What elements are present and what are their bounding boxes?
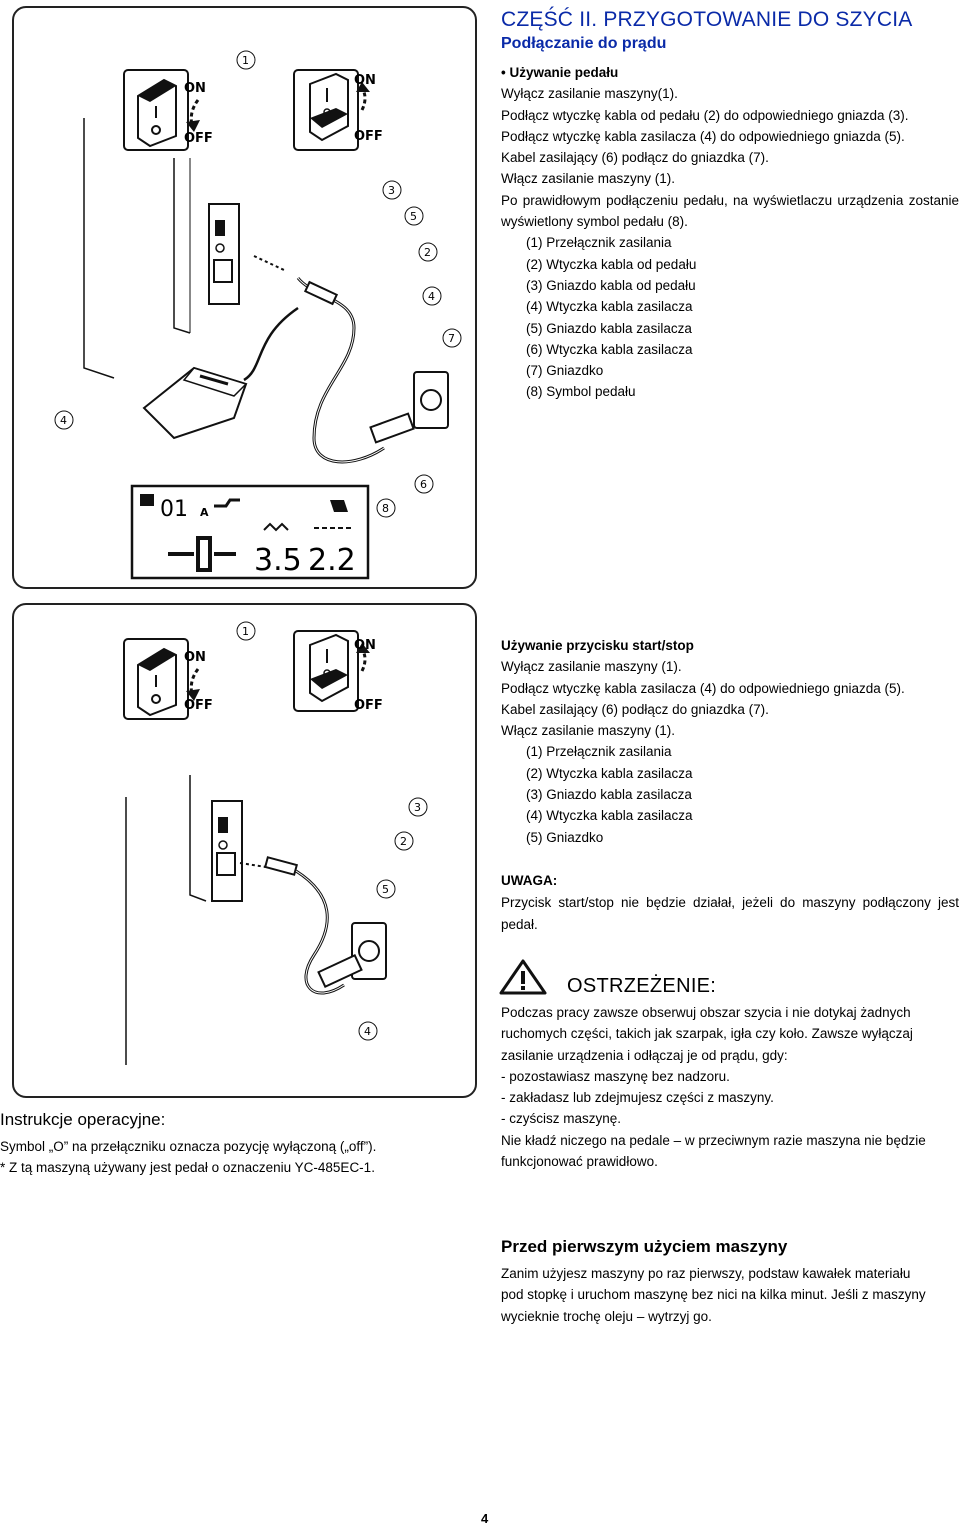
- callout-2: 2: [424, 246, 431, 259]
- switch-on-label-2: ON: [354, 73, 376, 88]
- callout-4b: 4: [60, 414, 67, 427]
- first-use-heading: Przed pierwszym użyciem maszyny: [501, 1237, 788, 1256]
- warning-title: OSTRZEŻENIE:: [567, 975, 717, 997]
- section-title: Podłączanie do prądu: [501, 35, 667, 52]
- startstop-legend-item: (4) Wtyczka kabla zasilacza: [526, 808, 693, 824]
- startstop-instructions: [501, 635, 959, 848]
- switch-off-label: OFF: [184, 131, 213, 146]
- page-number: 4: [481, 1511, 489, 1526]
- switch-off-detail-2: [124, 639, 213, 719]
- startstop-heading: Używanie przycisku start/stop: [501, 638, 694, 653]
- part-title: CZĘŚĆ II. PRZYGOTOWANIE DO SZYCIA: [501, 8, 913, 31]
- pedal-legend-item: (5) Gniazdo kabla zasilacza: [526, 320, 692, 336]
- switch-on-label-4: ON: [354, 638, 376, 653]
- pedal-legend-item: (1) Przełącznik zasilania: [526, 235, 672, 251]
- figure-pedal-connection: [12, 6, 477, 589]
- startstop-legend-item: (3) Gniazdo kabla zasilacza: [526, 787, 692, 803]
- warning-triangle-icon: [498, 958, 548, 996]
- warning-line: funkcjonować prawidłowo.: [501, 1154, 658, 1170]
- pedal-note: Po prawidłowym podłączeniu pedału, na wyświetlaczu urządzenia zostanie wyświetlony symbol pedału (8).: [501, 192, 959, 230]
- first-use-line: pod stopkę i uruchom maszynę bez nici na kilka minut. Jeśli z maszyny: [501, 1287, 926, 1303]
- pedal-step: Wyłącz zasilanie maszyny(1).: [501, 86, 678, 102]
- switch-off-label-4: OFF: [354, 698, 383, 713]
- startstop-step: Włącz zasilanie maszyny (1).: [501, 723, 676, 739]
- pedal-legend-item: (4) Wtyczka kabla zasilacza: [526, 299, 693, 315]
- warning-line: ruchomych części, takich jak szarpak, igła czy koło. Zawsze wyłączaj: [501, 1026, 913, 1042]
- startstop-step: Wyłącz zasilanie maszyny (1).: [501, 659, 682, 675]
- note-text: Przycisk start/stop nie będzie działał, jeżeli do maszyny podłączony jest pedał.: [501, 895, 959, 932]
- callout-8: 8: [382, 502, 389, 515]
- warning-line: Nie kładź niczego na pedale – w przeciwnym razie maszyna nie będzie: [501, 1132, 926, 1148]
- pedal-step: Podłącz wtyczkę kabla od pedału (2) do odpowiedniego gniazda (3).: [501, 107, 909, 123]
- pedal-instructions: [501, 62, 959, 403]
- lcd-letter: A: [200, 506, 209, 519]
- pedal-legend-item: (2) Wtyczka kabla od pedału: [526, 256, 697, 272]
- instructions-line: Symbol „O” na przełączniku oznacza pozycję wyłączoną („off”).: [0, 1139, 377, 1154]
- callout-5b: 5: [382, 883, 389, 896]
- callout-3b: 3: [414, 801, 421, 814]
- callout-5: 5: [410, 210, 417, 223]
- callout-4a: 4: [428, 290, 435, 303]
- first-use-text: [501, 1263, 959, 1327]
- switch-off-label-3: OFF: [184, 698, 213, 713]
- pedal-legend-item: (7) Gniazdko: [526, 363, 604, 379]
- callout-2b: 2: [400, 835, 407, 848]
- switch-on-detail: [294, 70, 383, 150]
- switch-on-detail-2: [294, 631, 383, 713]
- callout-4c: 4: [364, 1025, 371, 1038]
- startstop-note: [501, 870, 959, 935]
- callout-3: 3: [388, 184, 395, 197]
- switch-off-label-2: OFF: [354, 129, 383, 144]
- callout-6: 6: [420, 478, 427, 491]
- figure-startstop-connection: [12, 603, 477, 1098]
- warning-line: zasilanie urządzenia i odłączaj je od prądu, gdy:: [501, 1047, 788, 1063]
- instructions-heading: Instrukcje operacyjne:: [0, 1110, 166, 1129]
- lcd-pattern-number: 01: [160, 497, 188, 522]
- pedal-step: Podłącz wtyczkę kabla zasilacza (4) do odpowiedniego gniazda (5).: [501, 128, 905, 144]
- pedal-step: Włącz zasilanie maszyny (1).: [501, 171, 676, 187]
- pedal-heading: • Używanie pedału: [501, 65, 619, 80]
- first-use-line: wycieknie trochę oleju – wytrzyj go.: [501, 1308, 712, 1324]
- startstop-legend-item: (5) Gniazdko: [526, 829, 604, 845]
- callout-7: 7: [448, 332, 455, 345]
- startstop-legend-item: (2) Wtyczka kabla zasilacza: [526, 765, 693, 781]
- callout-1: 1: [242, 54, 249, 67]
- startstop-step: Kabel zasilający (6) podłącz do gniazdka (7).: [501, 701, 769, 717]
- pedal-legend-item: (8) Symbol pedału: [526, 384, 636, 400]
- warning-text: [501, 1002, 959, 1172]
- instructions-line: * Z tą maszyną używany jest pedał o oznaczeniu YC-485EC-1.: [0, 1160, 375, 1176]
- pedal-legend-item: (3) Gniazdo kabla od pedału: [526, 277, 696, 293]
- note-label: UWAGA:: [501, 873, 558, 888]
- startstop-connection-illustration: [14, 605, 475, 1096]
- callout-1b: 1: [242, 625, 249, 638]
- pedal-connection-illustration: [14, 8, 475, 587]
- lcd-stitch-length: 2.2: [308, 543, 356, 578]
- lcd-stitch-width: 3.5: [254, 543, 302, 578]
- warning-line: - czyścisz maszynę.: [501, 1111, 622, 1127]
- switch-on-label-3: ON: [184, 650, 206, 665]
- warning-line: Podczas pracy zawsze obserwuj obszar szycia i nie dotykaj żadnych: [501, 1005, 911, 1020]
- instructions-text: [0, 1136, 470, 1179]
- warning-line: - zakładasz lub zdejmujesz części z maszyny.: [501, 1090, 774, 1106]
- lcd-display: [132, 486, 368, 578]
- switch-off-detail: [124, 70, 213, 150]
- first-use-line: Zanim użyjesz maszyny po raz pierwszy, podstaw kawałek materiału: [501, 1266, 911, 1281]
- switch-on-label: ON: [184, 81, 206, 96]
- pedal-step: Kabel zasilający (6) podłącz do gniazdka (7).: [501, 150, 769, 166]
- pedal-legend-item: (6) Wtyczka kabla zasilacza: [526, 341, 693, 357]
- startstop-step: Podłącz wtyczkę kabla zasilacza (4) do odpowiedniego gniazda (5).: [501, 680, 905, 696]
- warning-line: - pozostawiasz maszynę bez nadzoru.: [501, 1068, 730, 1084]
- startstop-legend-item: (1) Przełącznik zasilania: [526, 744, 672, 760]
